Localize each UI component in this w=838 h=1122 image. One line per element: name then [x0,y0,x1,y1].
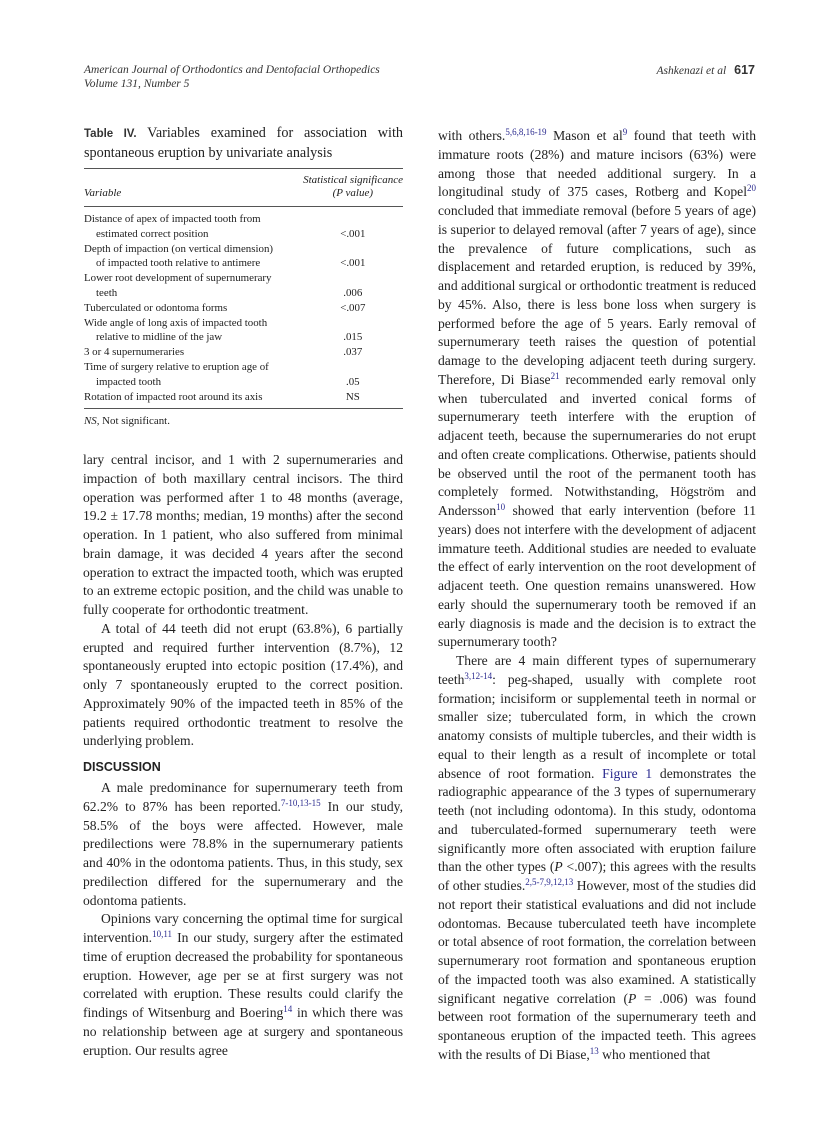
citation-reference[interactable]: 10 [496,502,506,512]
italic-text: P [627,990,637,1006]
text-run: who mentioned that [598,1046,711,1062]
table-row [84,301,403,316]
col-header-variable: Variable [84,187,122,199]
footnote-abbr: NS, [84,415,100,428]
table-cell-variable [84,360,319,390]
table-footnote [84,409,403,428]
paragraph [83,451,403,620]
table-cell-p-value: <.007 [340,301,366,314]
running-header-left [84,63,380,91]
citation-reference[interactable]: 14 [283,1004,293,1014]
journal-title: American Journal of Orthodontics and Dentofacial Orthopedics [84,64,380,76]
citation-reference[interactable]: 2,5-7,9,12,13 [525,877,574,887]
text-run: A total of 44 teeth did not erupt (63.8%), 6 partially erupted and required further intervention (8.7%), 12 spontaneously erupted into ectopic position (17.4%), and only 7 spontaneously erupted to the correct position. Approximately 90% of the impacted teeth in 85% of the patients required orthodontic treatment to resolve the underlying problem. [83,620,403,749]
variable-line: Wide angle of long axis of impacted tooth [84,316,268,329]
text-run: lary central incisor, and 1 with 2 supernumeraries and impaction of both maxillary central incisors. The third operation was performed after 1 to 48 months (average, 19.2 ± 17.78 months; median, 19 months) after the second operation. In 1 patient, who also suffered from minimal brain damage, it was decided 4 years after the second operation to extract the impacted tooth, which was erupted to an extreme ectopic position, and the child was unable to fully cooperate for orthodontic treatment. [83,452,403,617]
variable-line: Depth of impaction (on vertical dimension) [84,242,274,255]
table-cell-p-value: .05 [345,375,360,388]
text-run: recommended early removal only when tuberculated and inverted conical forms of supernumerary teeth interfere with the eruption of adjacent teeth, because the supernumeraries do not erupt and often create complications. Otherwise, patients should be observed until the root of the permanent tooth has completely formed. Notwithstanding, Högström and Andersson [438,371,756,518]
table-cell-p-value: .037 [343,346,363,359]
text-run: Mason et al [546,128,623,143]
table-cell-variable [84,390,319,405]
right-column-text [438,127,756,1065]
citation-reference[interactable]: 3,12-14 [464,670,493,681]
text-run: demonstrates the radiographic appearance of the 3 types of supernumerary teeth (not including odontoma). In this study, odontoma and tuberculated-formed supernumerary teeth were significantly more often associated with eruption failure than the other types ( [438,765,756,875]
col-header-p-line1: Statistical significance [303,174,403,186]
col-header-p-value [303,174,403,200]
table-row [84,390,403,405]
table-row [84,271,403,301]
table-row [84,316,403,346]
running-authors: Ashkenazi et al [656,65,727,77]
paragraph [83,620,403,751]
running-header-right [657,63,755,78]
text-run: with others. [438,128,506,143]
table-cell-p-value: .006 [343,286,363,299]
citation-reference[interactable]: 21 [550,370,560,381]
table-cell-variable [84,242,319,272]
variable-line: Time of surgery relative to eruption age of [84,360,269,373]
text-run: Opinions vary concerning the optimal time for surgical intervention. [83,911,403,945]
left-column-discussion [83,758,403,1060]
variable-line-continued: estimated correct position [96,227,209,240]
variable-line: Tuberculated or odontoma forms [84,301,228,314]
citation-reference[interactable]: 5,6,8,16-19 [505,127,547,137]
variable-line-continued: of impacted tooth relative to antimere [96,257,261,270]
text-run: <.007); this agrees with the results of other studies. [438,859,756,893]
left-column-results [83,451,403,751]
table-row [84,345,403,360]
variable-line: Rotation of impacted root around its axis [84,390,263,403]
variable-line: Distance of apex of impacted tooth from [84,213,261,225]
figure-link[interactable]: Figure 1 [602,765,653,781]
table-cell-p-value: <.001 [340,257,366,270]
variable-line-continued: teeth [96,286,118,299]
citation-reference[interactable]: 20 [747,183,756,194]
italic-text: P [554,859,563,875]
text-run: A male predominance for supernumerary teeth from 62.2% to 87% has been reported. [83,780,403,814]
text-run: concluded that immediate removal (before 5 years of age) is superior to delayed removal (after 7 years of age), since the prevalence of future complications, such as displacement and retarded eruption, is reduced by 39%, and additional surgical or orthodontic treatment is reduced by 45%. Also, there is less bone loss when surgery is performed before the age of 5 years. Early removal of supernumerary teeth raises the question of potential damage to the developing adjacent teeth during surgery. Therefore, Di Biase [438,203,756,387]
table-cell-p-value: NS [345,390,360,403]
text-run: in which there was no relationship between age at surgery and spontaneous eruption. Our results agree [83,1005,403,1058]
citation-reference[interactable]: 13 [589,1045,599,1056]
table-cell-variable [84,345,319,360]
citation-reference[interactable]: 7-10,13-15 [280,797,321,808]
table-header [84,169,403,206]
table-cell-variable [84,301,319,316]
table-label: Table IV. [84,128,137,140]
paragraph [83,779,403,910]
paragraph [438,652,756,1065]
footnote-text: Not significant. [99,415,170,428]
table-iv [84,124,403,428]
col-header-p-line2: (P value) [332,187,373,199]
table-caption-text: Variables examined for association with spontaneous eruption by univariate analysis [84,125,404,161]
text-run: In our study, 58.5% of the boys were affected. However, male predilections were 78.8% in the supernumerary patients and 40% in the odontoma patients. Thus, in this study, sex predilection differed for the supernumerary and the odontoma patients. [83,798,403,908]
table-cell-variable [84,316,319,346]
table-cell-variable [84,271,319,301]
variable-line-continued: relative to midline of the jaw [96,331,223,344]
table-caption [84,124,403,163]
text-run: : peg-shaped, usually with complete root formation; incisiform or supplemental teeth in normal or smaller size; tuberculated form, in which the crown anatomy consists of multiple tubercles, and their width is equal to their length as a result of incomplete or total absence of root formation. [438,671,756,781]
table-row [84,242,403,272]
paragraph [83,910,403,1060]
page-number: 617 [734,63,755,77]
table-cell-p-value: <.001 [340,227,366,240]
citation-reference[interactable]: 9 [622,127,628,137]
table-body [84,207,403,408]
section-heading-discussion: DISCUSSION [83,760,161,774]
text-run: There are 4 main different types of supernumerary teeth [438,653,756,687]
text-run: = .006) was found between root formation of the supernumerary teeth and spontaneous eruption of the impacted teeth. This agrees with the results of Di Biase, [438,990,756,1062]
text-run: found that teeth with immature roots (28%) and mature incisors (63%) were among those that needed additional surgery. In a longitudinal study of 375 cases, Rotberg and Kopel [438,128,757,200]
variable-line: 3 or 4 supernumeraries [84,346,185,359]
table-cell-p-value: .015 [343,331,363,344]
text-run: However, most of the studies did not report their statistical evaluations and did not include odontomas. Because tuberculated teeth have incomplete or total absence of root formation, the correlation between supernumerary root formation and spontaneous eruption of the impacted tooth was also examined. A statistically significant negative correlation ( [438,878,756,1006]
table-row [84,212,403,242]
variable-line: Lower root development of supernumerary [84,272,272,285]
table-cell-variable [84,212,319,242]
variable-line-continued: impacted tooth [96,375,162,388]
citation-reference[interactable]: 10,11 [152,929,173,939]
journal-volume: Volume 131, Number 5 [84,78,190,90]
text-run: showed that early intervention (before 11 years) does not interfere with the development of adjacent immature teeth. Additional studies are needed to evaluate the effect of early intervention on the root development of adjacent teeth. One question remains unanswered. How early should the supernumerary tooth be removed if an early diagnosis is made and the decision is to extract the supernumerary tooth? [438,503,756,650]
table-row [84,360,403,390]
paragraph [438,127,756,652]
text-run: In our study, surgery after the estimated time of eruption decreased the probability for spontaneous eruption. However, age per se at first surgery was not correlated with eruption. These results could clarify the findings of Witsenburg and Boering [83,930,403,1020]
